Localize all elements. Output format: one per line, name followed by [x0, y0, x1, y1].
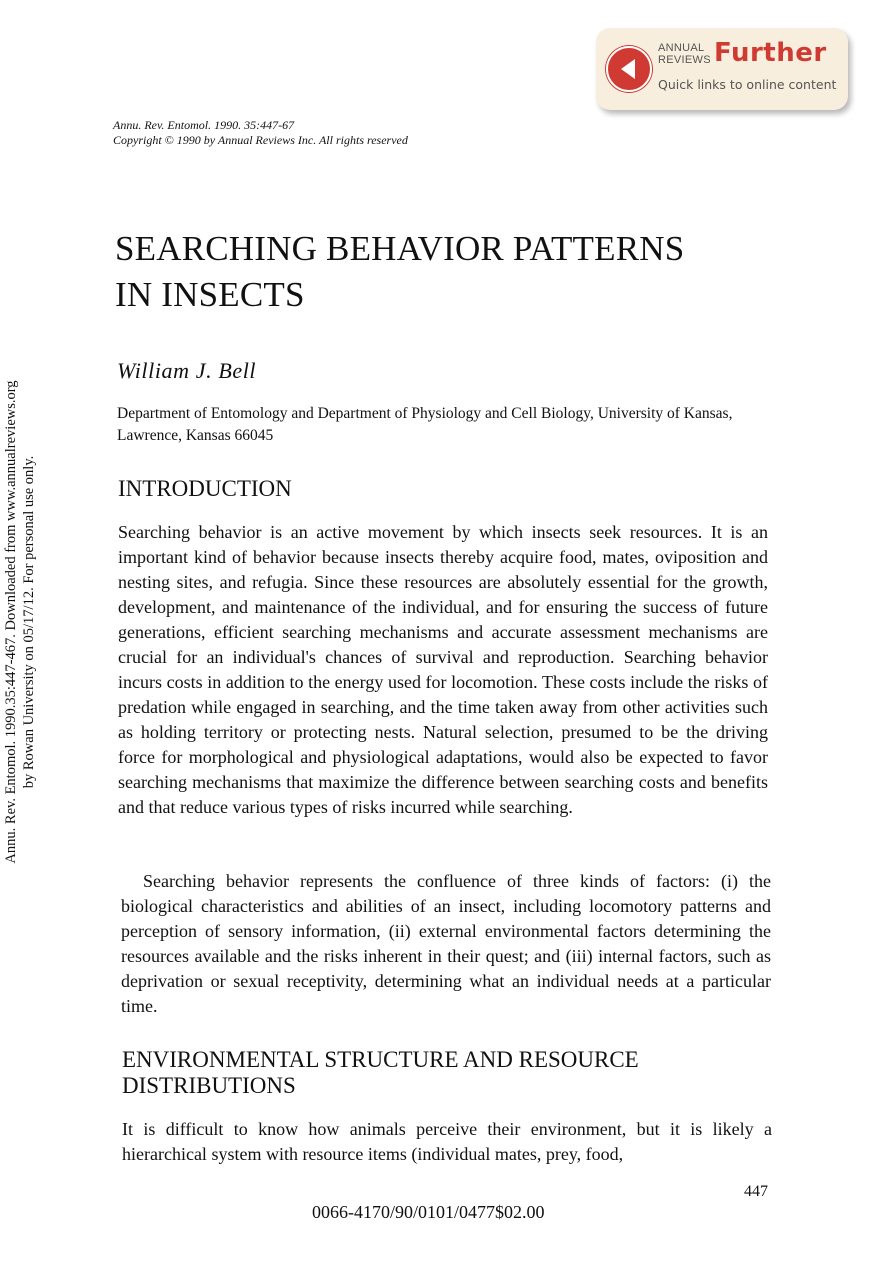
author-affiliation: Department of Entomology and Department of Physiology and Cell Biology, University of Kansas, Lawrence, Kansas 66045 [117, 405, 733, 444]
intro-paragraph-2: Searching behavior represents the confluence of three kinds of factors: (i) the biological characteristics and abilities of an insect, including locomotory patterns and perception of sensory information, (ii) external environmental factors determining the resources available and the risks inherent in their quest; and (iii) internal factors, such as deprivation or sexual receptivity, determining what an individual needs at a particular time. [121, 871, 771, 1016]
download-margin-note: Annu. Rev. Entomol. 1990.35:447-467. Downloaded from www.annualreviews.org by Rowan University on 05/17/12. For personal use only. [3, 380, 37, 864]
annual-reviews-further-badge[interactable] [596, 28, 848, 110]
badge-further-label: Further [714, 38, 827, 68]
play-back-icon [606, 46, 652, 92]
article-code: 0066-4170/90/0101/0477$02.00 [312, 1202, 545, 1222]
journal-citation: Annu. Rev. Entomol. 1990. 35:447-67 Copyright © 1990 by Annual Reviews Inc. All rights reserved [113, 118, 408, 147]
author-name: William J. Bell [117, 358, 257, 383]
badge-annual-reviews-label: ANNUAL REVIEWS [658, 42, 711, 66]
environmental-structure-heading: ENVIRONMENTAL STRUCTURE AND RESOURCE DISTRIBUTIONS [122, 1047, 639, 1098]
environment-paragraph-1: It is difficult to know how animals perceive their environment, but it is likely a hierarchical system with resource items (individual mates, prey, food, [122, 1119, 772, 1164]
article-title: SEARCHING BEHAVIOR PATTERNS IN INSECTS [115, 229, 685, 314]
introduction-heading: INTRODUCTION [118, 476, 292, 501]
intro-paragraph-1: Searching behavior is an active movement by which insects seek resources. It is an important kind of behavior because insects thereby acquire food, mates, oviposition and nesting sites, and refugia. Since these resources are absolutely essential for the growth, development, and maintenance of the individual, and for ensuring the success of future generations, efficient searching mechanisms and accurate assessment mechanisms are crucial for an individual's chances of survival and reproduction. Searching behavior incurs costs in addition to the energy used for locomotion. These costs include the risks of predation while engaged in searching, and the time taken away from other activities such as holding territory or protecting nests. Natural selection, presumed to be the driving force for morphological and physiological adaptations, would also be expected to favor searching mechanisms that maximize the difference between searching costs and benefits and that reduce various types of risks incurred while searching. [118, 522, 768, 817]
badge-subtitle: Quick links to online content [658, 77, 837, 92]
page-number: 447 [744, 1183, 768, 1200]
